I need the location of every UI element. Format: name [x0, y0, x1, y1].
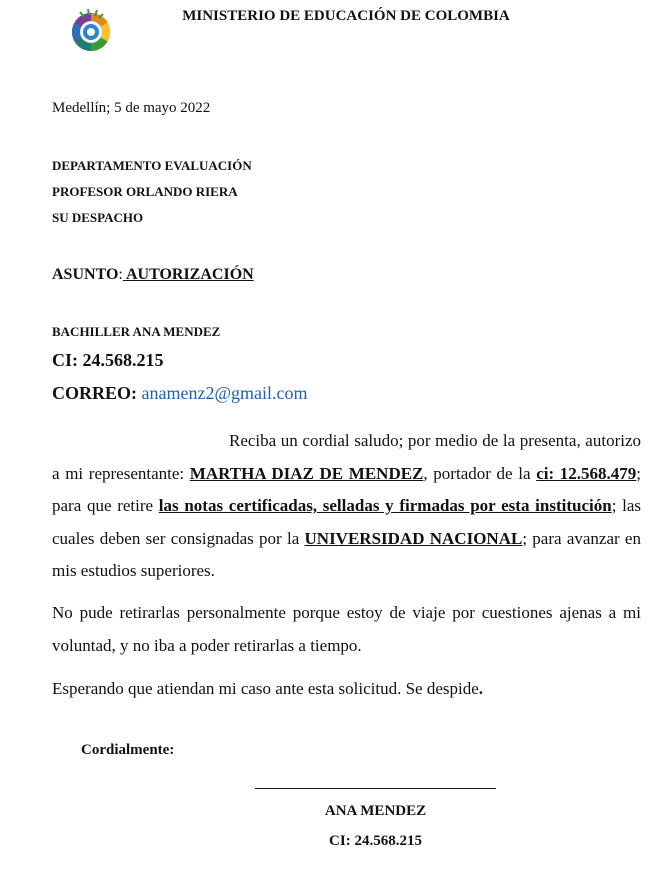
email-link[interactable]: anamenz2@gmail.com — [141, 383, 308, 403]
reason-paragraph: No pude retirarlas personalmente porque estoy de viaje por cuestiones ajenas a mi voluntad, y no iba a poder retirarlas a tiempo. — [52, 603, 641, 655]
closing-period: . — [478, 679, 484, 698]
signature-name: ANA MENDEZ — [324, 803, 427, 819]
recipient-professor: PROFESOR ORLANDO RIERA — [52, 184, 238, 199]
representative-ci: ci: 12.568.479 — [536, 463, 637, 483]
recipient-department: DEPARTAMENTO EVALUACIÓN — [52, 158, 252, 173]
student-name: BACHILLER ANA MENDEZ — [52, 324, 221, 339]
closing-text: Esperando que atiendan mi caso ante esta solicitud. Se despide — [52, 679, 479, 698]
para1-text-2: , portador de la — [423, 463, 537, 483]
recipient-office: SU DESPACHO — [52, 210, 144, 225]
university-name: UNIVERSIDAD NACIONAL — [304, 528, 523, 548]
documents-description: las notas certificadas, selladas y firmadas por esta institución — [158, 496, 612, 515]
student-email-line — [52, 383, 308, 404]
closing-salutation: Cordialmente: — [81, 742, 175, 758]
para1-text-4: ; las cuales deben ser consignadas por la — [52, 496, 642, 548]
subject-line — [52, 266, 254, 284]
para1-text-3: ; para que retire — [52, 463, 642, 515]
subject-value: AUTORIZACIÓN — [122, 266, 254, 283]
ministry-header: MINISTERIO DE EDUCACIÓN DE COLOMBIA — [182, 8, 510, 24]
date-line: Medellín; 5 de mayo 2022 — [52, 100, 211, 116]
signature-line — [255, 788, 496, 789]
student-ci: CI: 24.568.215 — [52, 350, 164, 370]
para1-text-5: ; para avanzar en mis estudios superiores. — [52, 528, 641, 580]
closing-paragraph — [52, 673, 641, 706]
signature-ci: CI: 24.568.215 — [329, 833, 422, 849]
email-label: CORREO: — [52, 383, 142, 403]
authorization-paragraph — [52, 425, 641, 588]
subject-label: ASUNTO — [52, 266, 119, 283]
para1-text-1: Reciba un cordial saludo; por medio de la presenta, autorizo a mi representante: — [52, 431, 641, 483]
subject-colon: : — [118, 266, 123, 283]
representative-name: MARTHA DIAZ DE MENDEZ — [189, 463, 424, 483]
